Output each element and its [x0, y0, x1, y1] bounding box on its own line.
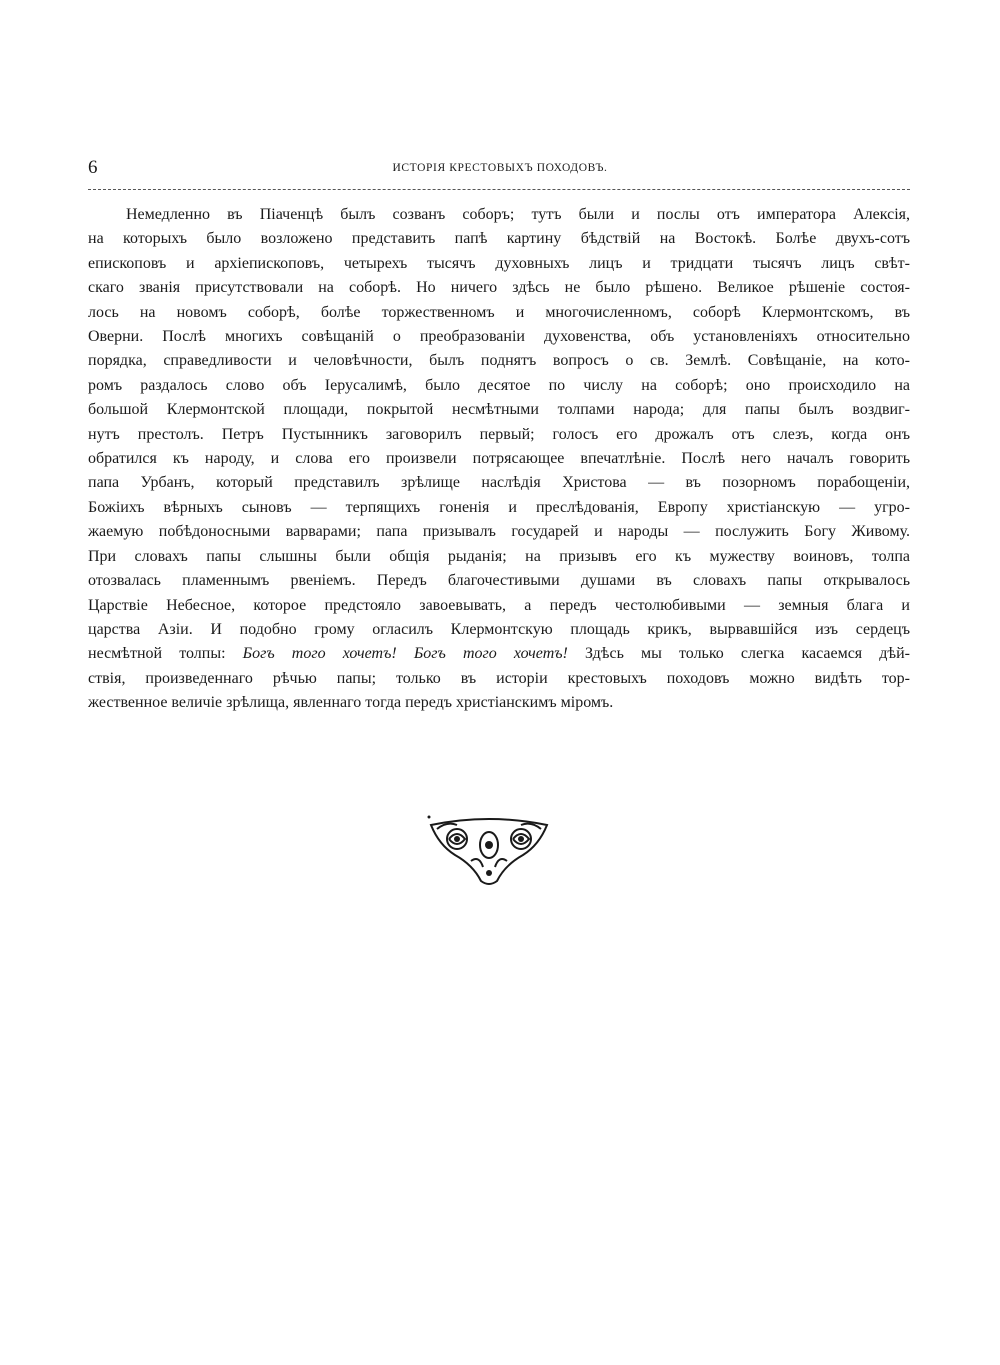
text-line: нутъ престолъ. Петръ Пустынникъ заговорилъ первый; голосъ его дрожалъ отъ слезъ, когда онъ — [88, 425, 910, 443]
text-line: царства Азіи. И подобно грому огласилъ Клермонтскую площадь крикъ, вырвавшійся изъ сердецъ — [88, 620, 910, 638]
text-segment: Здѣсь мы только слегка касаемся дѣй- — [567, 645, 911, 663]
text-line: Божіихъ вѣрныхъ сыновъ — терпящихъ гоненія и преслѣдованія, Европу христіанскую — угро- — [88, 498, 910, 516]
text-line: скаго званія присутствовали на соборѣ. Но ничего здѣсь не было рѣшено. Великое рѣшеніе состоя- — [88, 279, 910, 297]
text-line: Оверни. Послѣ многихъ совѣщаній о преобразованіи духовенства, объ установленіяхъ относительно — [88, 328, 910, 346]
text-line: При словахъ папы слышны были общія рыданія; на призывъ его къ мужеству воиновъ, толпа — [88, 547, 910, 565]
text-line: ствія, произведеннаго рѣчью папы; только въ исторіи крестовыхъ походовъ можно видѣть тор- — [88, 669, 910, 687]
text-line: Царствіе Небесное, которое предстояло завоевывать, а передъ честолюбивыми — земныя блага и — [88, 596, 910, 614]
text-line: лось на новомъ соборѣ, болѣе торжественномъ и многочисленномъ, соборѣ Клермонтскомъ, въ — [88, 303, 910, 321]
text-line: обратился къ народу, и слова его произвели потрясающее впечатлѣніе. Послѣ него началъ говорить — [88, 450, 910, 468]
text-line: папа Урбанъ, который представилъ зрѣлище наслѣдія Христова — въ позорномъ порабощеніи, — [88, 474, 910, 492]
page-number: 6 — [88, 157, 98, 178]
text-line — [88, 642, 910, 666]
text-line: на которыхъ было возложено представить папѣ картину бѣдствій на Востокѣ. Болѣе двухъ-сотъ — [88, 230, 910, 248]
text-line: большой Клермонтской площади, покрытой несмѣтными толпами народа; для папы былъ воздвиг- — [88, 401, 910, 419]
italic-quote: Богъ того хочетъ! Богъ того хочетъ! — [242, 645, 568, 663]
main-paragraph — [88, 203, 910, 716]
text-line: жаемую побѣдоносными варварами; папа призывалъ государей и народы — послужить Богу Живому. — [88, 523, 910, 541]
text-line: порядка, справедливости и человѣчности, былъ поднятъ вопросъ о св. Землѣ. Совѣщаніе, на кото- — [88, 352, 910, 370]
text-line: Немедленно въ Піаченцѣ былъ созванъ соборъ; тутъ были и послы отъ императора Алексія, — [126, 206, 910, 223]
text-line: ромъ раздалось слово объ Іерусалимѣ, было десятое по числу на соборѣ; оно происходило на — [88, 376, 910, 394]
text-segment: несмѣтной толпы: — [88, 645, 243, 663]
text-line: жественное величіе зрѣлища, явленнаго тогда передъ христіанскимъ міромъ. — [88, 694, 614, 712]
ornamental-tailpiece — [427, 815, 551, 887]
text-line: епископовъ и архіепископовъ, четырехъ тысячъ духовныхъ лицъ и тридцати тысячъ лицъ свѣт- — [88, 254, 910, 272]
running-title: ИСТОРІЯ КРЕСТОВЫХЪ ПОХОДОВЪ. — [392, 162, 608, 174]
header-rule — [88, 189, 910, 190]
text-line: отозвалась пламеннымъ рвеніемъ. Передъ благочестивыми душами въ словахъ папы открывалось — [88, 572, 910, 590]
